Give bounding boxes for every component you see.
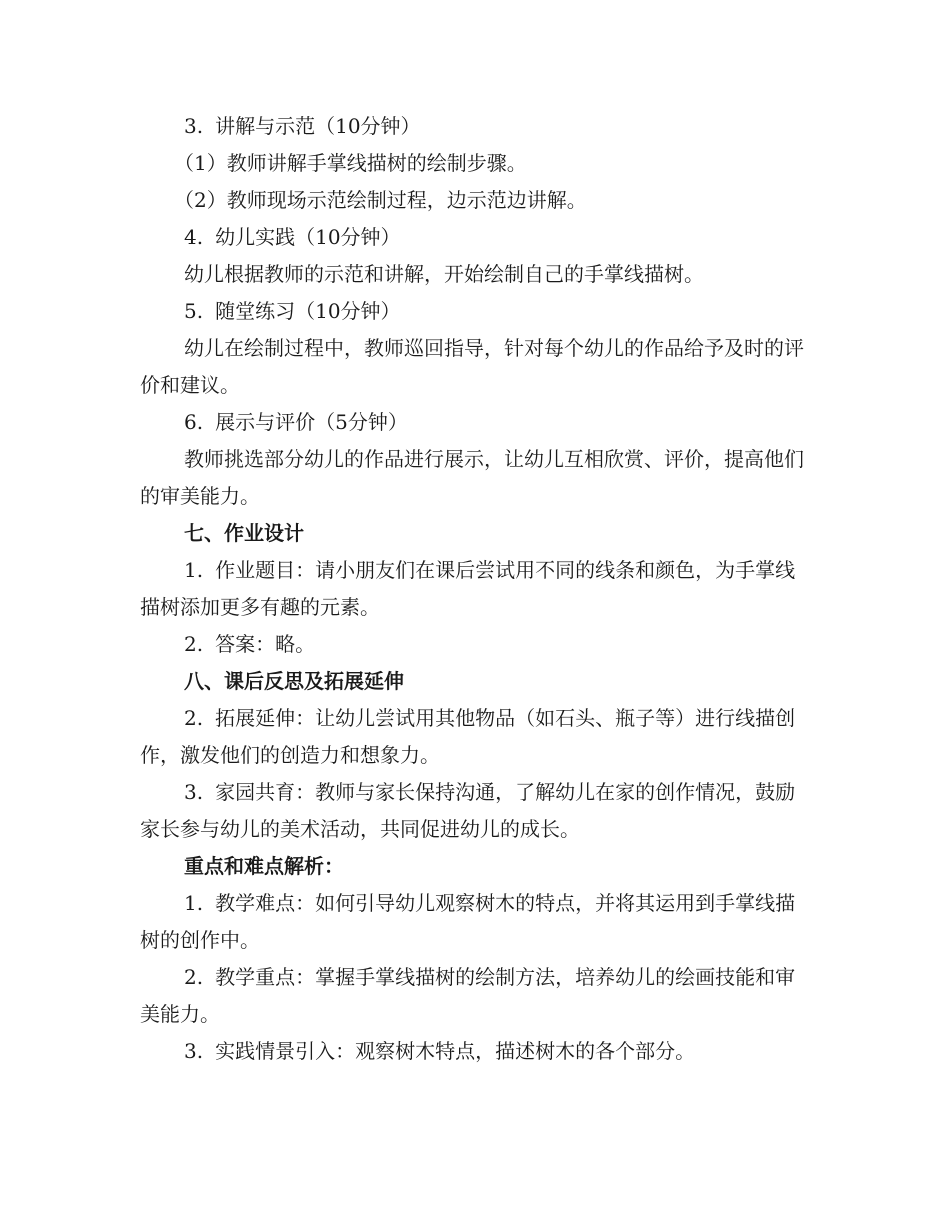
list-item <box>140 552 805 626</box>
item-text: 教学难点：如何引导幼儿观察树木的特点，并将其运用到手掌线描树的创作中。 <box>140 891 796 952</box>
item-text: 幼儿实践（10分钟） <box>215 225 401 249</box>
section-heading: 七、作业设计 <box>184 521 304 545</box>
list-item <box>140 404 805 441</box>
section-heading: 重点和难点解析： <box>184 854 344 878</box>
item-number: 1. <box>184 891 204 915</box>
item-text: 实践情景引入：观察树木特点，描述树木的各个部分。 <box>215 1039 696 1063</box>
item-text: 家园共育：教师与家长保持沟通，了解幼儿在家的创作情况，鼓励家长参与幼儿的美术活动，共同促进幼儿的成长。 <box>140 780 796 841</box>
item-text: 讲解与示范（10分钟） <box>215 114 421 138</box>
item-number: 4. <box>184 225 204 249</box>
body-paragraph: 幼儿根据教师的示范和讲解，开始绘制自己的手掌线描树。 <box>184 262 704 286</box>
item-number: 3. <box>184 114 204 138</box>
item-number: 5. <box>184 299 204 323</box>
document-body <box>140 108 805 1070</box>
body-paragraph: 幼儿在绘制过程中，教师巡回指导，针对每个幼儿的作品给予及时的评价和建议。 <box>140 336 804 397</box>
list-item <box>140 293 805 330</box>
list-item <box>140 626 805 663</box>
body-paragraph: 教师挑选部分幼儿的作品进行展示，让幼儿互相欣赏、评价，提高他们的审美能力。 <box>140 447 804 508</box>
item-number: 6. <box>184 410 204 434</box>
item-number: 2. <box>184 706 204 730</box>
item-number: 3. <box>184 1039 204 1063</box>
item-text: 答案：略。 <box>215 632 316 656</box>
list-item <box>140 1033 805 1070</box>
item-text: 展示与评价（5分钟） <box>215 410 408 434</box>
list-item <box>140 774 805 848</box>
item-text: 作业题目：请小朋友们在课后尝试用不同的线条和颜色，为手掌线描树添加更多有趣的元素。 <box>140 558 796 619</box>
item-number: 2. <box>184 965 204 989</box>
list-item <box>140 885 805 959</box>
item-text: 随堂练习（10分钟） <box>215 299 401 323</box>
list-item <box>140 959 805 1033</box>
item-number: 3. <box>184 780 204 804</box>
sub-item: （2）教师现场示范绘制过程，边示范边讲解。 <box>174 188 587 212</box>
list-item <box>140 700 805 774</box>
item-text: 拓展延伸：让幼儿尝试用其他物品（如石头、瓶子等）进行线描创作，激发他们的创造力和想象力。 <box>140 706 796 767</box>
section-heading: 八、课后反思及拓展延伸 <box>184 669 404 693</box>
sub-item: （1）教师讲解手掌线描树的绘制步骤。 <box>174 151 527 175</box>
item-number: 1. <box>184 558 204 582</box>
item-number: 2. <box>184 632 204 656</box>
item-text: 教学重点：掌握手掌线描树的绘制方法，培养幼儿的绘画技能和审美能力。 <box>140 965 796 1026</box>
list-item <box>140 108 805 145</box>
list-item <box>140 219 805 256</box>
